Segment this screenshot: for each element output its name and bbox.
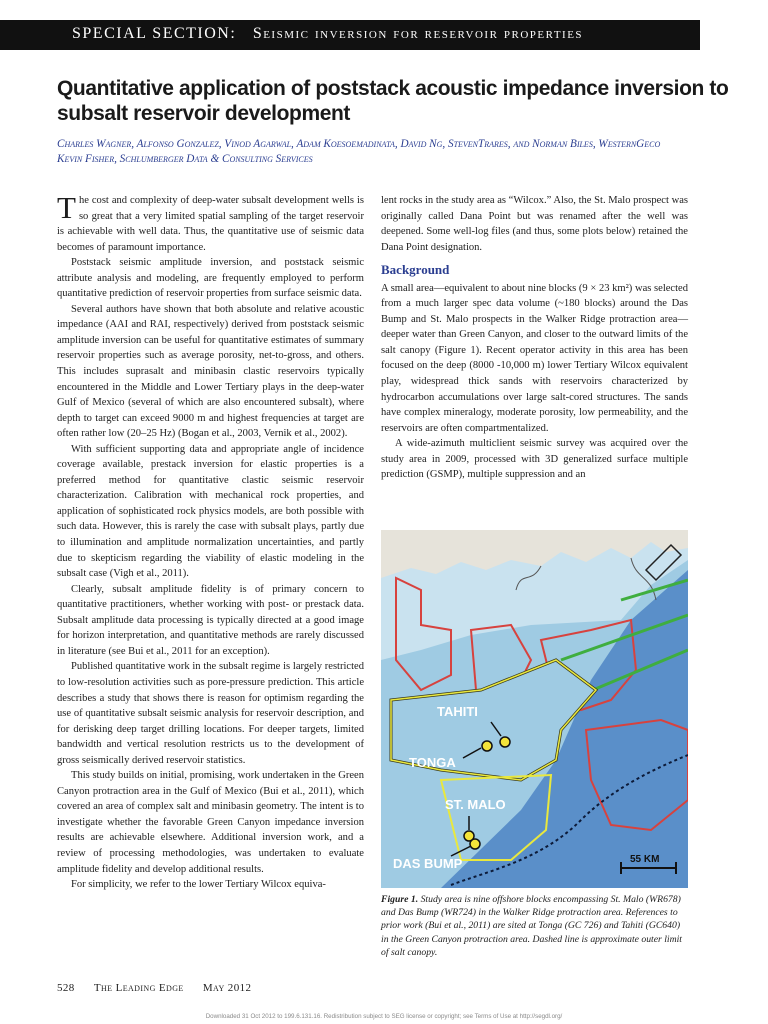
paragraph: The cost and complexity of deep-water subsalt development wells is so great that a very limited spatial sampling of the target reservoir is achievable with well data. Thus, the quantitative use of seismic data becomes of paramount importance. bbox=[57, 190, 364, 253]
section-label: SPECIAL SECTION: bbox=[72, 25, 237, 42]
section-topic: Seismic inversion for reservoir properties bbox=[252, 25, 584, 42]
paragraph: A small area—equivalent to about nine blocks (9 × 23 km²) was selected from a much larger spec data volume (~180 blocks) around the Das Bump and St. Malo prospects in the Walker Ridge protraction area—deeper water than Green Canyon, and closer to the outward limits of the salt canopy (Figure 1). Recent operator activity in this area has been focused on the deep (8000 -10,000 m) lower Tertiary Wilcox equivalent play, widespread thick sands with reservoirs characterized by hydrocarbon accumulations over large salt-cored structures. The sands have complex mineralogy, moderate porosity, low permeability, and the reservoirs are often compartmentalized. bbox=[381, 282, 688, 434]
tahiti-site-marker bbox=[500, 737, 510, 747]
paragraph: This study builds on initial, promising, work undertaken in the Green Canyon protraction area in the Gulf of Mexico (Bui et al., 2011), which covered an area of complex salt and minibasin geometry. The intent is to investigate whether the favorable Green Canyon impedance inversion results are achievable elsewhere. Additional inversion work, and a review of processing methodologies, was undertaken to evaluate amplitude fidelity and develop additional results. bbox=[57, 770, 364, 875]
paragraph: With sufficient supporting data and appropriate angle of incidence coverage available, prestack inversion for elastic properties is a preferred method for quantitative clastic seismic reservoir characterization. Calibration with mechanical rock properties, and application of sophisticated rock physics models, are both possible with such data. However, this is rarely the case with subsalt plays, partly due to illumination and amplitude normalization uncertainties, and partly due to skepticism regarding the viability of elastic modeling in the subsalt case (Vigh et al., 2011). bbox=[57, 443, 364, 580]
section-banner bbox=[0, 20, 700, 50]
study-area-map bbox=[381, 530, 688, 888]
label-st-malo: ST. MALO bbox=[445, 797, 506, 812]
paragraph: Published quantitative work in the subsalt regime is largely restricted to low-resolution activities such as pore-pressure prediction. This article describes a study that shows there is reason for optimism regarding the use of quantitative subsalt seismic analysis for reservoir description, and for derisking deep target drilling locations. For deeper targets, limited bandwidth and vertical resolution restricts us to the development of gross seismically derived reservoir statistics. bbox=[57, 661, 364, 766]
paragraph: Clearly, subsalt amplitude fidelity is of primary concern to quantitative practitioners, whether working with post- or prestack data. Subsalt amplitude data processing is typically directed at a good image for horizon interpretation, and quantitative methods are rarely discussed in literature (see Bui et al., 2011 for an exception). bbox=[57, 583, 364, 657]
section-heading-background: Background bbox=[381, 262, 450, 278]
scale-bar-label: 55 KM bbox=[630, 854, 660, 865]
drop-cap: T bbox=[57, 190, 76, 225]
figure-caption bbox=[381, 893, 688, 959]
page-footer bbox=[57, 982, 267, 994]
author-list bbox=[57, 137, 737, 167]
paragraph: A wide-azimuth multiclient seismic survey was acquired over the study area in 2009, processed with 3D generalized surface multiple prediction (GSMP), multiple suppression and an bbox=[381, 438, 688, 481]
journal-name: The Leading Edge bbox=[93, 982, 184, 994]
figure-1-map bbox=[381, 530, 688, 888]
download-notice: Downloaded 31 Oct 2012 to 199.6.131.16. Redistribution subject to SEG license or copyright; see Terms of Use at http://segdl.org/ bbox=[205, 1013, 563, 1020]
issue-date: May 2012 bbox=[202, 982, 252, 994]
authors-line-1: Charles Wagner, Alfonso Gonzalez, Vinod Agarwal, Adam Koesoemadinata, David Ng, StevenTrares, and Norman Biles, WesternGeco bbox=[57, 138, 661, 150]
page-number: 528 bbox=[57, 982, 75, 994]
figure-label: Figure 1. bbox=[381, 894, 419, 905]
tonga-site-marker bbox=[482, 741, 492, 751]
label-das-bump: DAS BUMP bbox=[393, 856, 463, 871]
das-bump-site-marker bbox=[470, 839, 480, 849]
right-column bbox=[381, 193, 688, 483]
paragraph: Several authors have shown that both absolute and relative acoustic impedance (AAI and RAI, respectively) derived from poststack seismic amplitude inversion can be useful for quantitative estimates of summary reservoir properties such as average porosity, net-to-gross, and others. This includes suprasalt and minibasin clastic reservoirs typically encountered in the Middle and Lower Tertiary plays in the deep-water Gulf of Mexico (several of which are also encountered subsalt), where depth to target can exceed 9000 m and highest frequencies at target are often rather low (20–25 Hz) (Bogan et al., 2003, Vernik et al., 2002). bbox=[57, 303, 364, 440]
paragraph: lent rocks in the study area as “Wilcox.” Also, the St. Malo prospect was originally called Dana Point but was renamed after the well was deepened. Some well-log files (and thus, some plots below) retained the Dana Point designation. bbox=[381, 195, 688, 253]
label-tahiti: TAHITI bbox=[437, 704, 478, 719]
left-column bbox=[57, 190, 364, 893]
label-tonga: TONGA bbox=[409, 755, 456, 770]
article-title: Quantitative application of poststack acoustic impedance inversion to subsalt reservoir development bbox=[57, 77, 729, 125]
paragraph: Poststack seismic amplitude inversion, and poststack seismic attribute analysis and modeling, are frequently employed to perform quantitative prediction of reservoir properties from surface seismic data. bbox=[57, 257, 364, 300]
figure-caption-text: Study area is nine offshore blocks encompassing St. Malo (WR678) and Das Bump (WR724) in the Walker Ridge protraction area. References to prior work (Bui et al., 2011) are sited at Tonga (GC 726) and Tahiti (GC640) in the Green Canyon protraction area. Dashed line is approximate outer limit of salt canopy. bbox=[381, 894, 682, 958]
section-header bbox=[72, 25, 583, 43]
authors-line-2: Kevin Fisher, Schlumberger Data & Consulting Services bbox=[57, 153, 313, 165]
paragraph: For simplicity, we refer to the lower Tertiary Wilcox equiva- bbox=[71, 879, 326, 891]
